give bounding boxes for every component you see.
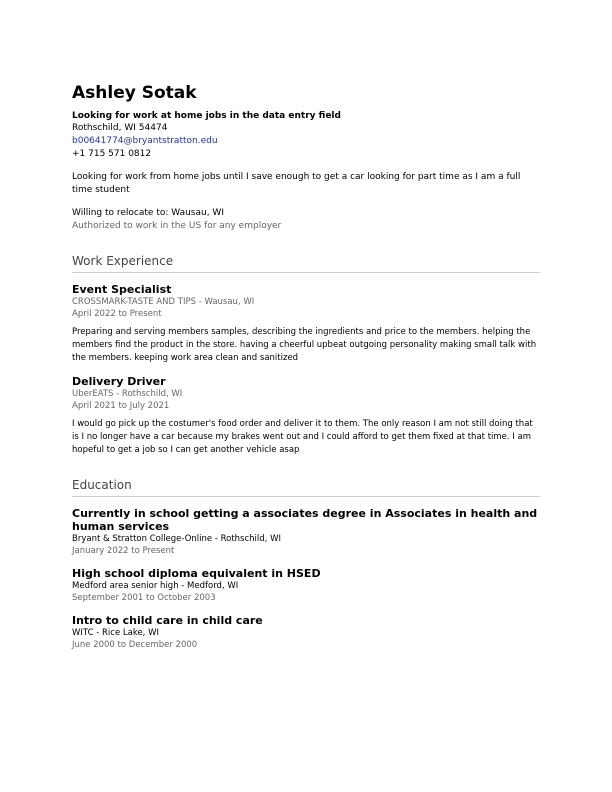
school-name: Bryant & Stratton College-Online - Rothschild, WI: [72, 534, 281, 544]
education-dates: June 2000 to December 2000: [72, 640, 198, 650]
education-heading: Education: [72, 477, 540, 497]
work-entry: [72, 375, 540, 457]
job-dates: April 2022 to Present: [72, 309, 162, 319]
job-description: I would go pick up the costumer's food order and deliver it to them. The only reason I am not still doing that is I no longer have a car because my brakes went out and I could afford to get them fixed at that time. I am hopeful to get a job so I can get another vehicle asap: [72, 419, 533, 455]
job-title: Delivery Driver: [72, 375, 166, 388]
degree-title: Currently in school getting a associates degree in Associates in health and human services: [72, 507, 538, 533]
school-name: WITC - Rice Lake, WI: [72, 628, 159, 638]
job-dates: April 2021 to July 2021: [72, 401, 170, 411]
education-entry: [72, 567, 540, 604]
work-experience-heading: Work Experience: [72, 253, 540, 273]
education-dates: January 2022 to Present: [72, 546, 175, 556]
relocate-info: Willing to relocate to: Wausau, WI: [72, 208, 224, 218]
headline: Looking for work at home jobs in the data entry field: [72, 111, 341, 121]
email-link[interactable]: b00641774@bryantstratton.edu: [72, 136, 218, 146]
education-entry: [72, 614, 540, 651]
resume-page: [72, 82, 540, 651]
education-dates: September 2001 to October 2003: [72, 593, 216, 603]
location: Rothschild, WI 54474: [72, 123, 168, 133]
job-description: Preparing and serving members samples, describing the ingredients and price to the members. helping the members find the product in the store. having a cheerful upbeat outgoing personality making small talk with the members. keeping work area clean and sanitized: [72, 327, 537, 363]
degree-title: High school diploma equivalent in HSED: [72, 567, 321, 580]
job-title: Event Specialist: [72, 283, 172, 296]
job-company: UberEATS - Rothschild, WI: [72, 389, 183, 399]
summary: Looking for work from home jobs until I save enough to get a car looking for part time as I am a full time student: [72, 172, 521, 195]
candidate-name: Ashley Sotak: [72, 83, 197, 103]
job-company: CROSSMARK-TASTE AND TIPS - Wausau, WI: [72, 297, 255, 307]
phone: +1 715 571 0812: [72, 149, 152, 159]
degree-title: Intro to child care in child care: [72, 614, 263, 627]
education-entry: [72, 507, 540, 557]
work-authorization: Authorized to work in the US for any employer: [72, 221, 282, 231]
work-entry: [72, 283, 540, 365]
school-name: Medford area senior high - Medford, WI: [72, 581, 239, 591]
